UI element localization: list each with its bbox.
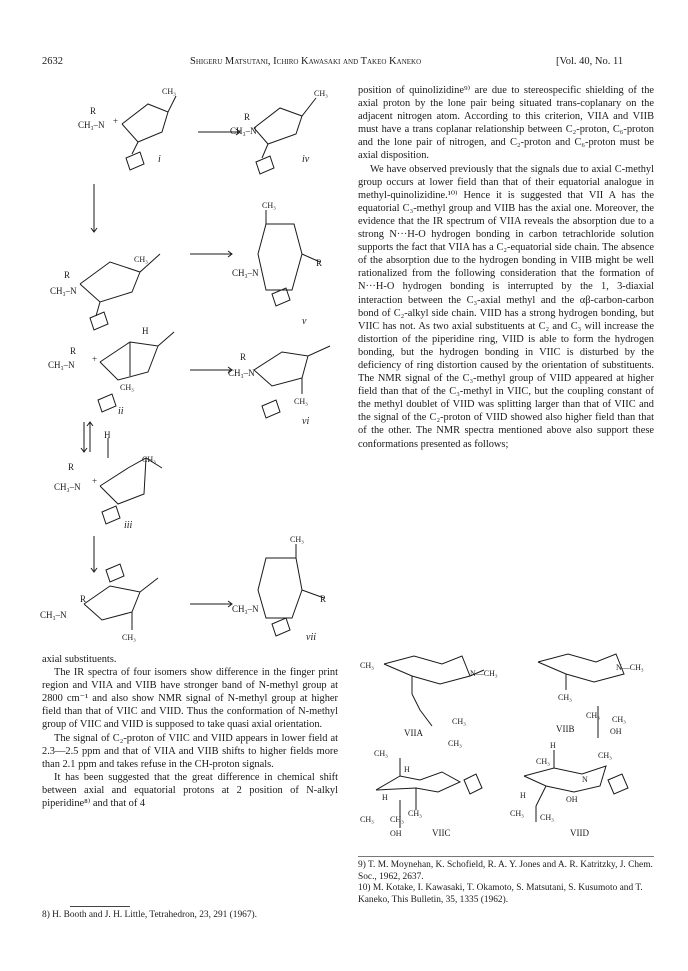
methyl-label: CH₃ [134, 255, 148, 264]
r-group-label: R [64, 270, 71, 280]
footnote-8 [42, 910, 338, 922]
n-methyl-label: CH₃–N [40, 610, 67, 620]
footnote-text: 8) H. Booth and J. H. Little, Tetrahedron, 23, 291 (1967). [42, 910, 258, 920]
hydroxyl-label: OH [610, 727, 622, 736]
paragraph: We have observed previously that the signals due to axial C-methyl group occurs at lower field than that of their equatorial analogue in methyl-quinolizidine.¹⁰⁾ Hence it is suggested that VII A has the equatorial C₃-methyl group and VIIB has the axial one. Moreover, the evidence that the IR spectrum of VIIA reveals the absorption due to a strong N···H-O hydrogen bonding in carbon tetrachloride solution supports the fact that VIIA has a C₂-equatorial side chain. The absence of the absorption due to the hydrogen bonding in VIIB might be well rationalized from the following consideration that the formation of N···H-O hydrogen bonding is interrupted by the 1, 3-diaxial interaction between the C₃-axial methyl and the αβ-carbon-carbon bond of C₂-alkyl side chain. VIID has a strong hydrogen bonding, but VIIC has not. As two axial substituents at C₂ and C₃ will increase the distortion of the piperidine ring, VIID is able to form the hydrogen bonding, but the hydrogen bonding in VIIC is disturbed by the deficiency of ring distortion caused by the orientation of substituents. The NMR signal of the C₃-methyl group of VIID appeared at higher field than that of the C₃-methyl in VIIC, but the coupling constant of the methyl doublet of VIID was splitting larger than that of VIIC and the signal of the C₂-proton of VIID showed also higher field than that of the other. The NMR spectra mentioned above also support these conformations presented as follows; [358, 163, 654, 450]
paragraph: The signal of C₂-proton of VIIC and VIID appears in lower field at 2.3—2.5 ppm and that of VIIA and VIIB shifts to higher fields more than 2.1 ppm and takes refuse in the CH-proton signals. [42, 732, 338, 770]
label-viic: VIIC [432, 828, 451, 838]
r-group-label: R [244, 112, 251, 122]
r-group-label: R [316, 258, 323, 268]
paragraph: axial substituents. [42, 654, 117, 665]
hydrogen-label: H [404, 765, 410, 774]
n-methyl-label: CH₃–N [232, 604, 259, 614]
structure-iv [230, 89, 328, 174]
methyl-label: CH₃ [162, 87, 176, 96]
footnote-10: 10) M. Kotake, I. Kawasaki, T. Okamoto, S. Matsutani, S. Kusumoto and T. Kaneko, This Bulletin, 35, 1335 (1962). [358, 883, 643, 905]
charge-label: + [92, 354, 98, 364]
structure-row2-left [50, 254, 160, 330]
structure-vii [232, 535, 326, 643]
hydroxyl-label: OH [390, 829, 402, 838]
methyl-label: CH₃ [122, 633, 136, 642]
left-column-text [42, 653, 338, 810]
methyl-label: CH₃ [558, 693, 572, 702]
label-vi: vi [302, 416, 310, 427]
label-iv: iv [302, 154, 310, 165]
conformer-viia [360, 656, 498, 748]
methyl-label: CH₃ [314, 89, 328, 98]
hydrogen-label: H [142, 326, 149, 336]
right-column-text [358, 84, 654, 451]
n-methyl-label: N—CH₃ [616, 663, 644, 672]
structure-iii [54, 430, 162, 531]
label-iii: iii [124, 520, 133, 531]
page-number: 2632 [42, 56, 63, 67]
n-methyl-label: CH₃–N [228, 368, 255, 378]
hydrogen-label: H [550, 741, 556, 750]
footnote-rule [70, 906, 130, 907]
methyl-label: CH₃ [360, 815, 374, 824]
n-methyl-label: CH₃–N [48, 360, 75, 370]
footnote-9: 9) T. M. Moynehan, K. Schofield, R. A. Y. Jones and A. R. Katritzky, J. Chem. Soc., 1962, 2637. [358, 860, 653, 882]
n-methyl-label: CH₃–N [232, 268, 259, 278]
label-vii: vii [306, 632, 316, 643]
r-group-label: R [70, 346, 77, 356]
structure-row4-left [40, 564, 158, 642]
r-group-label: R [80, 594, 87, 604]
n-methyl-label: CH₃–N [50, 286, 77, 296]
conformer-viic [360, 749, 482, 838]
reaction-scheme [40, 84, 360, 654]
methyl-label: CH₃ [586, 711, 600, 720]
methyl-label: CH₃ [390, 815, 404, 824]
methyl-label: CH₃ [120, 383, 134, 392]
label-v: v [302, 316, 307, 327]
structure-ii [48, 326, 174, 417]
r-group-label: R [68, 462, 75, 472]
methyl-label: CH₃ [374, 749, 388, 758]
r-group-label: R [320, 594, 327, 604]
n-methyl-label: CH₃–N [78, 120, 105, 130]
charge-label: + [113, 116, 119, 126]
running-head-authors: Shigeru Matsutani, Ichiro Kawasaki and Takeo Kaneko [190, 56, 422, 67]
methyl-label: CH₃ [612, 715, 626, 724]
methyl-label: CH₃ [448, 739, 462, 748]
methyl-label: CH₃ [360, 661, 374, 670]
structure-v [232, 201, 322, 327]
structure-vi [228, 346, 330, 427]
methyl-label: CH₃ [294, 397, 308, 406]
methyl-label: CH₃ [408, 809, 422, 818]
paragraph: The IR spectra of four isomers show difference in the finger print region and VIIA and VIIB have stronger band of N-methyl group at 2800 cm⁻¹ and also show NMR signal of N-methyl group at higher field than that of VIIC and VIID. Thus the conformation of N-methyl group of VIIC and VIID is supposed to take quasi axial orientation. [42, 667, 338, 731]
label-ii: ii [118, 406, 124, 417]
n-methyl-label: N—CH₃ [470, 669, 498, 678]
methyl-label: CH₃ [452, 717, 466, 726]
label-viid: VIID [570, 828, 589, 838]
footnotes-right [358, 860, 654, 906]
methyl-label: CH₃ [290, 535, 304, 544]
n-methyl-label: CH₃–N [54, 482, 81, 492]
charge-label: + [92, 476, 98, 486]
label-i: i [158, 154, 161, 165]
structure-i [78, 87, 176, 170]
conformer-figure [360, 650, 670, 850]
paragraph: It has been suggested that the great difference in chemical shift between axial and equatorial protons at 2 position of N-alkyl piperidine⁸⁾ and that of 4 [42, 771, 338, 810]
conformer-viid [510, 741, 628, 838]
hydrogen-label: H [382, 793, 388, 802]
methyl-label: CH₃ [142, 455, 156, 464]
footnote-rule [358, 856, 654, 857]
methyl-label: CH₃ [598, 751, 612, 760]
label-viib: VIIB [556, 724, 575, 734]
methyl-label: CH₃ [536, 757, 550, 766]
r-group-label: R [240, 352, 247, 362]
journal-reference: [Vol. 40, No. 11 [556, 56, 624, 67]
conformer-viib [538, 654, 644, 738]
hydrogen-label: H [520, 791, 526, 800]
hydrogen-label: H [104, 430, 111, 440]
paragraph: position of quinolizidine⁹⁾ are due to stereospecific shielding of the axial proton by the lone pair being situated trans-coplanary on the adjacent nitrogen atom. According to this criterion, VIIA and VIIB must have a trans coplanar relationship between C₂-proton, C₆-proton and the lone pair of nitrogen, and C₂-proton and C₆-proton must be axial disposition. [358, 85, 654, 162]
nitrogen-label: N [582, 775, 588, 784]
n-methyl-label: CH₃–N [230, 126, 257, 136]
methyl-label: CH₃ [262, 201, 276, 210]
methyl-label: CH₃ [510, 809, 524, 818]
hydroxyl-label: OH [566, 795, 578, 804]
r-group-label: R [90, 106, 97, 116]
label-viia: VIIA [404, 728, 423, 738]
methyl-label: CH₃ [540, 813, 554, 822]
